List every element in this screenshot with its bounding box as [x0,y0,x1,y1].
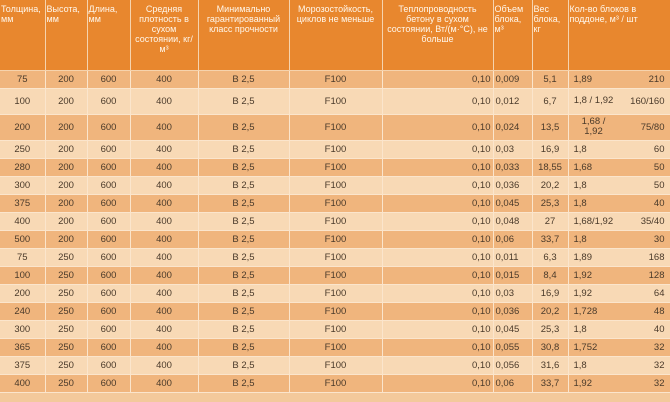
table-row [0,158,670,176]
header-thermal-conductivity: Теплопроводность бетону в сухом состоянии, Вт/(м·°С), не больше [382,0,493,70]
pallet-volume: 1,8 [573,179,587,191]
cell-pallet-qty [568,320,670,338]
cell-frost-resistance: F100 [289,158,382,176]
cell-length: 600 [87,70,130,88]
cell-length: 600 [87,88,130,114]
pallet-volume: 1,728 [573,305,598,317]
cell-density: 400 [130,302,198,320]
pallet-volume: 1,8 [573,323,587,335]
cell-pallet-qty [568,114,670,140]
cell-volume: 0,036 [493,302,532,320]
cell-strength-class: B 2,5 [198,320,289,338]
cell-density: 400 [130,266,198,284]
table-row [0,140,670,158]
cell-length: 600 [87,356,130,374]
cell-height: 250 [45,248,87,266]
pallet-volume: 1,89 [573,251,592,263]
cell-height: 200 [45,88,87,114]
pallet-volume: 1,92 [573,287,592,299]
cell-volume: 0,06 [493,230,532,248]
cell-length: 600 [87,338,130,356]
cell-height: 200 [45,176,87,194]
pallet-count: 210 [648,73,665,85]
cell-length: 600 [87,176,130,194]
cell-height: 200 [45,114,87,140]
pallet-volume: 1,92 [573,269,592,281]
cell-frost-resistance: F100 [289,176,382,194]
cell-weight: 30,8 [532,338,568,356]
cell-pallet-qty [568,88,670,114]
cell-density: 400 [130,140,198,158]
cell-weight: 31,6 [532,356,568,374]
cell-pallet-qty [568,302,670,320]
pallet-count: 32 [653,377,665,389]
cell-volume: 0,015 [493,266,532,284]
pallet-count: 50 [653,161,665,173]
cell-pallet-qty [568,70,670,88]
cell-strength-class: B 2,5 [198,114,289,140]
pallet-volume: 1,8 [573,143,587,155]
cell-strength-class: B 2,5 [198,248,289,266]
header-frost-resistance: Морозостойкость, циклов не меньше [289,0,382,70]
cell-weight: 20,2 [532,302,568,320]
cell-thermal-conductivity: 0,10 [382,88,493,114]
header-length: Длина, мм [87,0,130,70]
cell-thickness: 300 [0,320,45,338]
cell-frost-resistance: F100 [289,320,382,338]
cell-height: 200 [45,70,87,88]
cell-length: 600 [87,248,130,266]
cell-length: 600 [87,212,130,230]
cell-density: 400 [130,356,198,374]
cell-density: 400 [130,320,198,338]
cell-volume: 0,06 [493,374,532,392]
cell-volume: 0,009 [493,70,532,88]
table-row [0,70,670,88]
cell-height: 200 [45,158,87,176]
cell-length: 600 [87,114,130,140]
cell-pallet-qty [568,248,670,266]
cell-frost-resistance: F100 [289,70,382,88]
table-row [0,212,670,230]
cell-density: 400 [130,248,198,266]
cell-thickness: 375 [0,194,45,212]
pallet-count: 40 [653,323,665,335]
cell-pallet-qty [568,194,670,212]
cell-thickness: 250 [0,140,45,158]
cell-length: 600 [87,266,130,284]
pallet-volume: 1,92 [573,377,592,389]
cell-weight: 33,7 [532,374,568,392]
cell-length: 600 [87,374,130,392]
cell-weight: 16,9 [532,284,568,302]
cell-weight: 13,5 [532,114,568,140]
cell-density: 400 [130,114,198,140]
cell-strength-class: B 2,5 [198,194,289,212]
cell-frost-resistance: F100 [289,284,382,302]
cell-thermal-conductivity: 0,10 [382,266,493,284]
cell-strength-class: B 2,5 [198,356,289,374]
header-pallet-qty: Кол-во блоков в поддоне, м³ / шт [568,0,670,70]
table-row [0,230,670,248]
pallet-count: 32 [653,359,665,371]
cell-density: 400 [130,230,198,248]
cell-thickness: 280 [0,158,45,176]
cell-thermal-conductivity: 0,10 [382,194,493,212]
pallet-count: 48 [653,305,665,317]
cell-pallet-qty [568,356,670,374]
cell-density: 400 [130,88,198,114]
header-thickness: Толщина, мм [0,0,45,70]
table-row [0,320,670,338]
cell-thermal-conductivity: 0,10 [382,140,493,158]
pallet-count: 60 [653,143,665,155]
cell-pallet-qty [568,374,670,392]
cell-thickness: 240 [0,302,45,320]
cell-length: 600 [87,194,130,212]
cell-frost-resistance: F100 [289,338,382,356]
cell-weight: 8,4 [532,266,568,284]
cell-volume: 0,03 [493,284,532,302]
cell-density: 400 [130,194,198,212]
cell-weight: 25,3 [532,320,568,338]
cell-thickness: 200 [0,284,45,302]
cell-pallet-qty [568,176,670,194]
cell-height: 250 [45,320,87,338]
pallet-count: 160/160 [630,95,665,107]
cell-strength-class: B 2,5 [198,302,289,320]
table-row [0,266,670,284]
cell-height: 250 [45,374,87,392]
cell-thickness: 100 [0,88,45,114]
cell-density: 400 [130,338,198,356]
cell-volume: 0,048 [493,212,532,230]
pallet-count: 128 [648,269,665,281]
pallet-volume: 1,8 / 1,92 [573,95,614,106]
cell-strength-class: B 2,5 [198,266,289,284]
cell-volume: 0,011 [493,248,532,266]
cell-thermal-conductivity: 0,10 [382,338,493,356]
cell-pallet-qty [568,284,670,302]
table-row [0,88,670,114]
cell-thermal-conductivity: 0,10 [382,356,493,374]
pallet-volume: 1,8 [573,233,587,245]
cell-frost-resistance: F100 [289,248,382,266]
cell-strength-class: B 2,5 [198,230,289,248]
cell-frost-resistance: F100 [289,114,382,140]
cell-weight: 20,2 [532,176,568,194]
cell-strength-class: B 2,5 [198,88,289,114]
pallet-count: 64 [653,287,665,299]
cell-thermal-conductivity: 0,10 [382,230,493,248]
cell-thickness: 75 [0,70,45,88]
cell-frost-resistance: F100 [289,266,382,284]
cell-density: 400 [130,70,198,88]
cell-height: 200 [45,140,87,158]
pallet-volume: 1,68 [573,161,592,173]
cell-height: 200 [45,212,87,230]
cell-weight: 33,7 [532,230,568,248]
header-volume: Объем блока, м³ [493,0,532,70]
cell-weight: 5,1 [532,70,568,88]
cell-height: 250 [45,302,87,320]
cell-pallet-qty [568,158,670,176]
cell-frost-resistance: F100 [289,194,382,212]
table-row [0,194,670,212]
pallet-volume: 1,752 [573,341,598,353]
cell-thickness: 400 [0,374,45,392]
pallet-count: 40 [653,197,665,209]
header-weight: Вес блока, кг [532,0,568,70]
cell-height: 250 [45,338,87,356]
cell-thickness: 375 [0,356,45,374]
table-row [0,302,670,320]
cell-volume: 0,045 [493,320,532,338]
table-row [0,284,670,302]
cell-strength-class: B 2,5 [198,140,289,158]
cell-weight: 6,3 [532,248,568,266]
cell-thermal-conductivity: 0,10 [382,70,493,88]
cell-length: 600 [87,230,130,248]
cell-height: 200 [45,194,87,212]
cell-thickness: 300 [0,176,45,194]
header-strength-class: Минимально гарантированный класс прочности [198,0,289,70]
cell-weight: 6,7 [532,88,568,114]
cell-length: 600 [87,158,130,176]
cell-thermal-conductivity: 0,10 [382,320,493,338]
table-row [0,374,670,392]
table-row [0,338,670,356]
cell-volume: 0,056 [493,356,532,374]
header-density: Средняя плотность в сухом состоянии, кг/м³ [130,0,198,70]
cell-pallet-qty [568,266,670,284]
cell-density: 400 [130,158,198,176]
table-row [0,114,670,140]
pallet-volume: 1,68 / 1,92 [581,116,606,137]
cell-height: 250 [45,266,87,284]
table-row [0,248,670,266]
cell-weight: 18,55 [532,158,568,176]
cell-length: 600 [87,320,130,338]
pallet-count: 50 [653,179,665,191]
cell-weight: 16,9 [532,140,568,158]
cell-thermal-conductivity: 0,10 [382,248,493,266]
cell-height: 250 [45,284,87,302]
pallet-volume: 1,68/1,92 [573,215,614,227]
cell-volume: 0,033 [493,158,532,176]
cell-strength-class: B 2,5 [198,338,289,356]
cell-weight: 27 [532,212,568,230]
pallet-volume: 1,89 [573,73,592,85]
cell-thermal-conductivity: 0,10 [382,176,493,194]
cell-density: 400 [130,284,198,302]
header-row [0,0,670,70]
pallet-volume: 1,8 [573,359,587,371]
cell-thermal-conductivity: 0,10 [382,212,493,230]
cell-volume: 0,055 [493,338,532,356]
cell-density: 400 [130,176,198,194]
cell-pallet-qty [568,230,670,248]
cell-height: 250 [45,356,87,374]
cell-density: 400 [130,374,198,392]
cell-length: 600 [87,140,130,158]
header-height: Высота, мм [45,0,87,70]
cell-volume: 0,012 [493,88,532,114]
cell-height: 200 [45,230,87,248]
cell-strength-class: B 2,5 [198,176,289,194]
cell-strength-class: B 2,5 [198,284,289,302]
pallet-count: 168 [648,251,665,263]
cell-strength-class: B 2,5 [198,212,289,230]
cell-volume: 0,036 [493,176,532,194]
cell-frost-resistance: F100 [289,212,382,230]
pallet-volume: 1,8 [573,197,587,209]
cell-weight: 25,3 [532,194,568,212]
cell-thickness: 365 [0,338,45,356]
cell-thickness: 400 [0,212,45,230]
cell-volume: 0,045 [493,194,532,212]
cell-thickness: 200 [0,114,45,140]
cell-thermal-conductivity: 0,10 [382,302,493,320]
cell-pallet-qty [568,140,670,158]
cell-volume: 0,03 [493,140,532,158]
cell-thermal-conductivity: 0,10 [382,284,493,302]
cell-frost-resistance: F100 [289,302,382,320]
cell-pallet-qty [568,212,670,230]
cell-frost-resistance: F100 [289,88,382,114]
cell-thermal-conductivity: 0,10 [382,374,493,392]
cell-thickness: 100 [0,266,45,284]
cell-strength-class: B 2,5 [198,158,289,176]
table-row [0,176,670,194]
cell-thermal-conductivity: 0,10 [382,114,493,140]
cell-pallet-qty [568,338,670,356]
cell-strength-class: B 2,5 [198,374,289,392]
cell-frost-resistance: F100 [289,374,382,392]
cell-thickness: 500 [0,230,45,248]
cell-frost-resistance: F100 [289,356,382,374]
cell-density: 400 [130,212,198,230]
cell-frost-resistance: F100 [289,230,382,248]
cell-volume: 0,024 [493,114,532,140]
cell-frost-resistance: F100 [289,140,382,158]
cell-length: 600 [87,284,130,302]
pallet-count: 75/80 [640,121,665,133]
cell-thickness: 75 [0,248,45,266]
cell-thermal-conductivity: 0,10 [382,158,493,176]
pallet-count: 35/40 [640,215,665,227]
table-row [0,356,670,374]
pallet-count: 30 [653,233,665,245]
cell-strength-class: B 2,5 [198,70,289,88]
cell-length: 600 [87,302,130,320]
pallet-count: 32 [653,341,665,353]
